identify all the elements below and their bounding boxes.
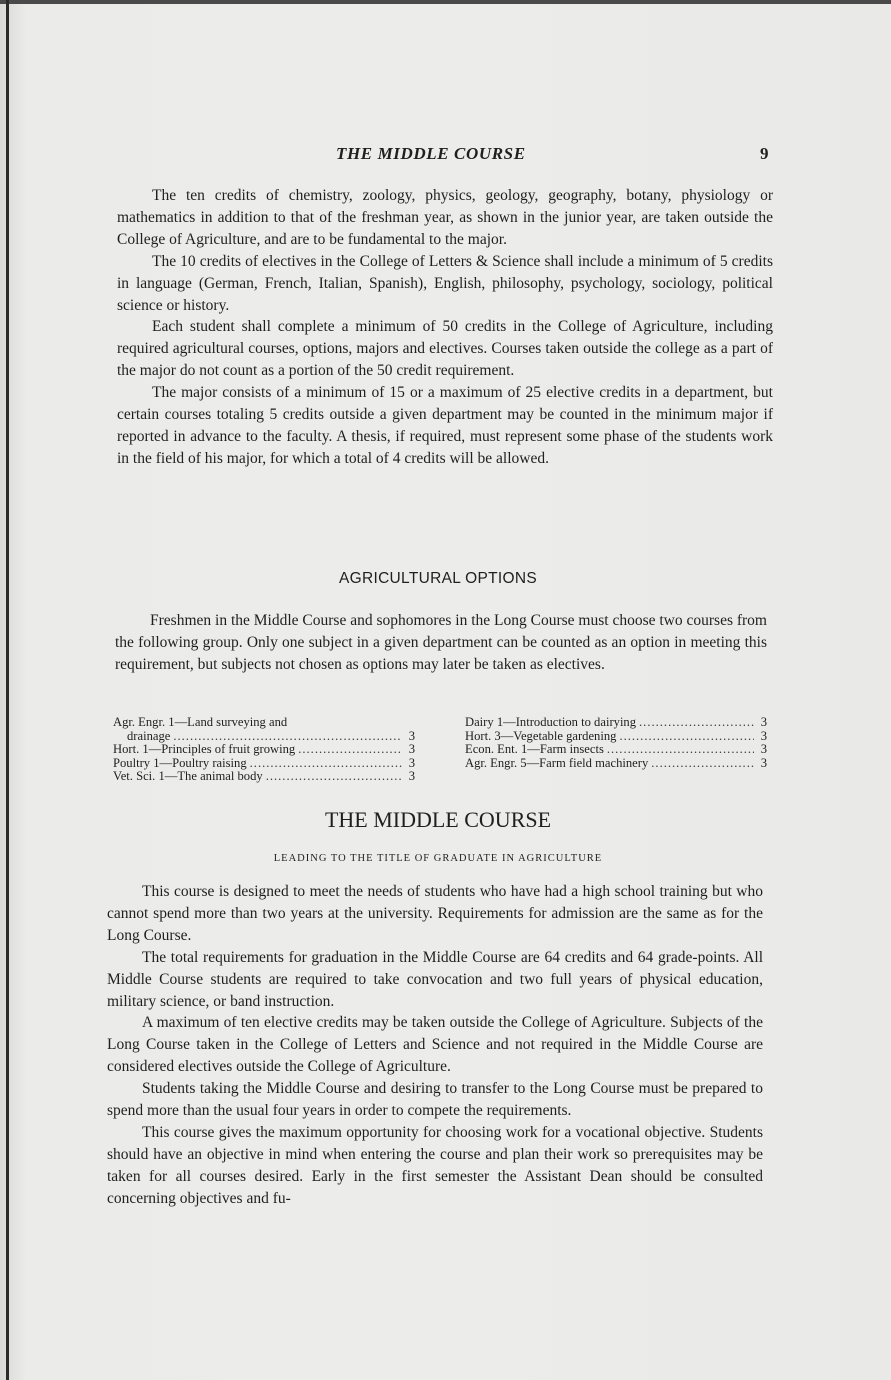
page-top-edge (0, 0, 891, 4)
dot-leader (173, 730, 402, 744)
paragraph: The ten credits of chemistry, zoology, physics, geology, geography, botany, physiology or mathematics in addition to that of the freshman year, as shown in the junior year, are taken outside the College of Agriculture, and are to be fundamental to the major. (117, 187, 773, 248)
course-name: Agr. Engr. 1—Land surveying and (113, 715, 288, 729)
middle-course-heading: THE MIDDLE COURSE (324, 807, 552, 832)
paragraph: Students taking the Middle Course and desiring to transfer to the Long Course must be prepared to spend more than the usual four years in order to compete the requirements. (107, 1080, 763, 1120)
course-name: Vet. Sci. 1—The animal body (113, 769, 263, 784)
course-credits: 3 (760, 728, 767, 743)
course-entry (465, 757, 767, 771)
paragraph: This course gives the maximum opportunity for choosing work for a vocational objective. Students should have an objective in mind when entering the course and plan their work so prerequisites may be taken for all courses desired. Early in the first semester the Assistant Dean should be consulted concerning objectives and fu- (107, 1123, 763, 1207)
course-credits: 3 (408, 728, 415, 743)
course-entry (465, 730, 767, 744)
course-credits: 3 (408, 742, 415, 757)
intro-section (117, 185, 773, 470)
agricultural-options-heading: AGRICULTURAL OPTIONS (338, 570, 538, 587)
dot-leader (250, 757, 402, 771)
course-credits: 3 (760, 755, 767, 770)
course-name: drainage (127, 728, 171, 743)
course-entry (465, 743, 767, 757)
dot-leader (607, 743, 754, 757)
course-entry (113, 730, 415, 744)
course-credits: 3 (408, 769, 415, 784)
paragraph: Each student shall complete a minimum of 50 credits in the College of Agriculture, including required agricultural courses, options, majors and electives. Courses taken outside the college as a part of the major do not count as a portion of the 50 credit requirement. (117, 318, 773, 380)
dot-leader (298, 743, 402, 757)
page-binding-edge (6, 0, 9, 1380)
course-list-right (465, 716, 767, 770)
agricultural-options-text (115, 610, 767, 676)
paragraph: Freshmen in the Middle Course and sophomores in the Long Course must choose two courses from the following group. Only one subject in a given department can be counted as an option in meeting this requirement, but subjects not chosen as options may later be taken as electives. (115, 612, 767, 673)
course-entry (113, 716, 415, 730)
paragraph: The 10 credits of electives in the College of Letters & Science shall include a minimum of 5 credits in language (German, French, Italian, Spanish), English, philosophy, psychology, sociology, political science or history. (117, 252, 773, 314)
course-entry (465, 716, 767, 730)
paragraph: A maximum of ten elective credits may be taken outside the College of Agriculture. Subjects of the Long Course taken in the College of Letters and Science and not required in the Middle Course are considered electives outside the College of Agriculture. (107, 1014, 763, 1076)
paragraph: The total requirements for graduation in the Middle Course are 64 credits and 64 grade-points. All Middle Course students are required to take convocation and two full years of physical education, military science, or band instruction. (107, 948, 763, 1010)
middle-course-section (107, 881, 763, 1210)
course-entry (113, 770, 415, 784)
course-list-left (113, 716, 415, 784)
course-credits: 3 (760, 742, 767, 757)
dot-leader (639, 716, 754, 730)
dot-leader (266, 770, 402, 784)
course-name: Hort. 1—Principles of fruit growing (113, 742, 296, 757)
course-name: Dairy 1—Introduction to dairying (465, 715, 637, 729)
course-name: Econ. Ent. 1—Farm insects (465, 742, 604, 757)
course-credits: 3 (760, 715, 767, 729)
course-entry (113, 743, 415, 757)
dot-leader (619, 730, 754, 744)
middle-course-subtitle: LEADING TO THE TITLE OF GRADUATE IN AGRICULTURE (273, 853, 603, 864)
course-name: Poultry 1—Poultry raising (113, 755, 247, 770)
course-name: Agr. Engr. 5—Farm field machinery (465, 755, 649, 770)
running-head (0, 144, 891, 168)
course-credits: 3 (408, 755, 415, 770)
course-name: Hort. 3—Vegetable gardening (465, 728, 617, 743)
dot-leader (651, 757, 754, 771)
page-number: 9 (760, 144, 769, 163)
course-entry (113, 757, 415, 771)
paragraph: This course is designed to meet the needs of students who have had a high school training but who cannot spend more than two years at the university. Requirements for admission are the same as for the Long Course. (107, 883, 763, 944)
running-head-title: THE MIDDLE COURSE (336, 144, 526, 163)
paragraph: The major consists of a minimum of 15 or a maximum of 25 elective credits in a department, but certain courses totaling 5 credits outside a given department may be counted in the minimum major if reported in advance to the faculty. A thesis, if required, must represent some phase of the students work in the field of his major, for which a total of 4 credits will be allowed. (117, 384, 773, 467)
